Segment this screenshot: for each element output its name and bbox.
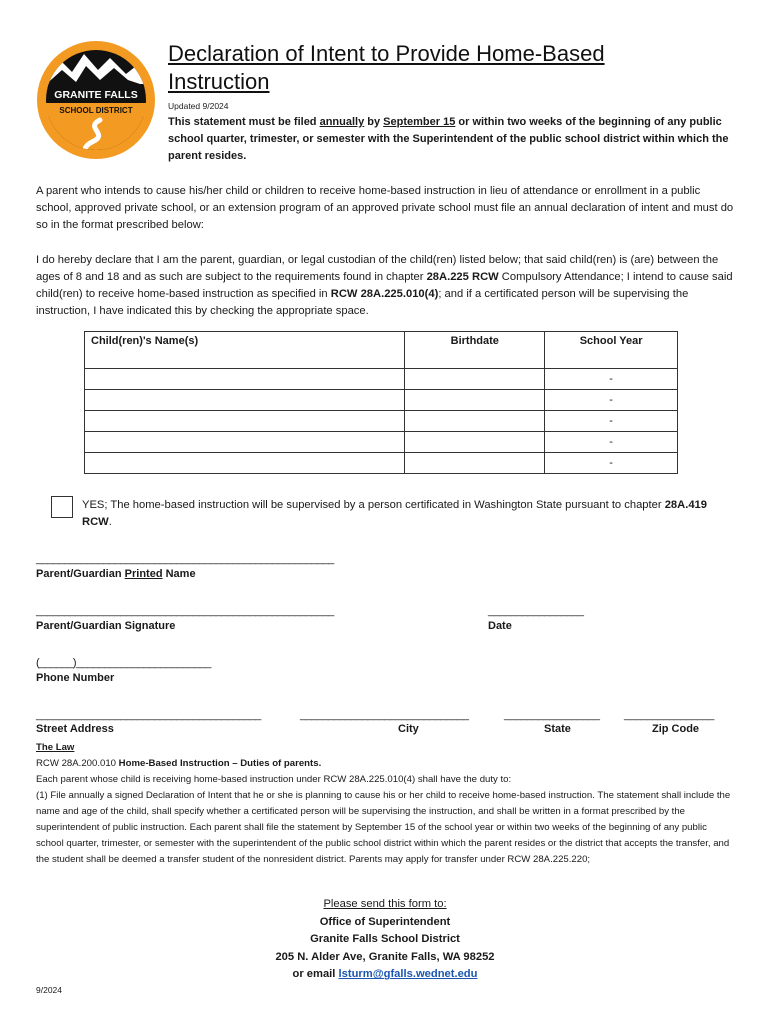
page-title: Declaration of Intent to Provide Home-Based Instruction [168,41,605,94]
school-year-cell[interactable]: - [545,390,678,411]
school-year-cell[interactable]: - [545,411,678,432]
updated-date: Updated 9/2024 [168,101,229,111]
birthdate-cell[interactable] [405,390,545,411]
phone-field[interactable]: (______)________________________ [36,657,211,669]
certified-text-a: YES; The home-based instruction will be supervised by a person certificated in Washington State pursuant to chapter [82,499,665,511]
birthdate-cell[interactable] [405,453,545,474]
city-field[interactable]: ______________________________ [300,709,469,721]
certified-supervisor-checkbox[interactable] [51,496,73,518]
state-field[interactable]: _________________ [504,709,600,721]
header-school-year: School Year [545,332,678,369]
children-table [84,331,678,474]
street-field[interactable]: ________________________________________ [36,709,261,721]
send-email-prefix: or email [292,968,339,981]
school-year-cell[interactable]: - [545,369,678,390]
logo-line2: SCHOOL DISTRICT [59,106,133,115]
footer-date: 9/2024 [36,985,62,995]
send-email-line [0,966,770,984]
zip-label: Zip Code [652,723,700,735]
birthdate-cell[interactable] [405,411,545,432]
send-to-block [0,896,770,984]
date-field[interactable]: _________________ [488,605,584,617]
child-name-cell[interactable] [85,369,405,390]
district-logo [36,40,156,160]
table-row [85,432,678,453]
school-year-cell[interactable]: - [545,432,678,453]
intro-paragraph: A parent who intends to cause his/her child or children to receive home-based instruction in lieu of attendance or enrollment in a public school, approved private school, or an extension program of an approved private school must file an annual declaration of intent and must do so in the format prescribed below: [36,185,734,231]
child-name-cell[interactable] [85,453,405,474]
city-label: City [398,723,419,735]
header-child-name: Child(ren)'s Name(s) [85,332,405,369]
declaration-text-b: Compulsory Attendance; I intend to cause said child(ren) to receive home-based instruction as specified in [36,271,733,300]
zip-field[interactable]: ________________ [624,709,714,721]
table-header-row [85,332,678,369]
law-rcw-line [36,756,736,772]
notice-date: September 15 [383,116,456,128]
logo-line1: GRANITE FALLS [54,89,138,101]
signature-field[interactable]: _____________________________________________________ [36,605,334,617]
declaration-text-c: ; and if a certificated person will be supervising the instruction, I have indicated this by checking the appropriate space. [36,288,689,317]
birthdate-cell[interactable] [405,369,545,390]
notice-text-b: by [364,116,384,128]
school-year-cell[interactable]: - [545,453,678,474]
send-district: Granite Falls School District [310,933,460,946]
law-rcw-number: RCW 28A.200.010 [36,758,119,769]
date-label: Date [488,620,512,632]
table-row [85,390,678,411]
rcw-28a225: 28A.225 RCW [426,271,499,283]
phone-label: Phone Number [36,672,115,684]
printed-name-label [36,568,196,580]
send-address: 205 N. Alder Ave, Granite Falls, WA 98252 [275,950,495,963]
printed-name-label-a: Parent/Guardian [36,568,125,580]
birthdate-cell[interactable] [405,432,545,453]
law-section [36,740,736,868]
child-name-cell[interactable] [85,390,405,411]
signature-label: Parent/Guardian Signature [36,620,176,632]
logo-emblem [36,40,156,160]
law-rcw-title: Home-Based Instruction – Duties of parents. [118,758,322,769]
certified-statement [82,497,712,531]
table-row [85,453,678,474]
declaration-text-a: I do hereby declare that I am the parent, guardian, or legal custodian of the child(ren) listed below; that said child(ren) is (are) between the ages of 8 and 18 and as such are subject to the requirements found in chapter [36,254,719,283]
printed-name-label-b: Name [162,568,196,580]
law-body: (1) File annually a signed Declaration of Intent that he or she is planning to cause his or her child to receive home-based instruction. The statement shall include the name and age of the child, shall specify whether a certificated person will be supervising the instruction, and shall be written in a format prescribed by the superintendent of public instruction. Each parent shall file the statement by September 15 of the school year or within two weeks of the beginning of any public school quarter, trimester, or semester with the superintendent of the public school district within which the parent resides or the district that accepts the transfer, and the student shall be deemed a transfer student of the nonresident district. Parents may apply for transfer under RCW 28A.225.220; [36,790,731,865]
send-office: Office of Superintendent [319,915,451,928]
notice-text-a: This statement must be filed [168,116,320,128]
notice-text-c: or within two weeks of the beginning of any public school quarter, trimester, or semester with the Superintendent of the public school district within which the parent resides. [168,116,729,162]
printed-name-label-u: Printed [124,568,163,580]
send-intro: Please send this form to: [323,898,447,910]
law-heading: The Law [36,742,75,753]
header-birthdate: Birthdate [405,332,545,369]
declaration-paragraph [36,252,736,320]
law-duty-intro: Each parent whose child is receiving home-based instruction under RCW 28A.225.010(4) shall have the duty to: [36,774,512,785]
printed-name-field[interactable]: _____________________________________________________ [36,553,334,565]
notice-annually: annually [319,116,365,128]
filing-notice [168,114,738,165]
child-name-cell[interactable] [85,432,405,453]
street-label: Street Address [36,723,114,735]
email-link[interactable]: lsturm@gfalls.wednet.edu [338,968,478,981]
state-label: State [544,723,571,735]
certified-text-b: . [108,516,112,528]
table-row [85,411,678,432]
rcw-28a225010: RCW 28A.225.010(4) [330,288,439,300]
child-name-cell[interactable] [85,411,405,432]
table-row [85,369,678,390]
rcw-28a419: 28A.419 RCW [82,499,708,528]
